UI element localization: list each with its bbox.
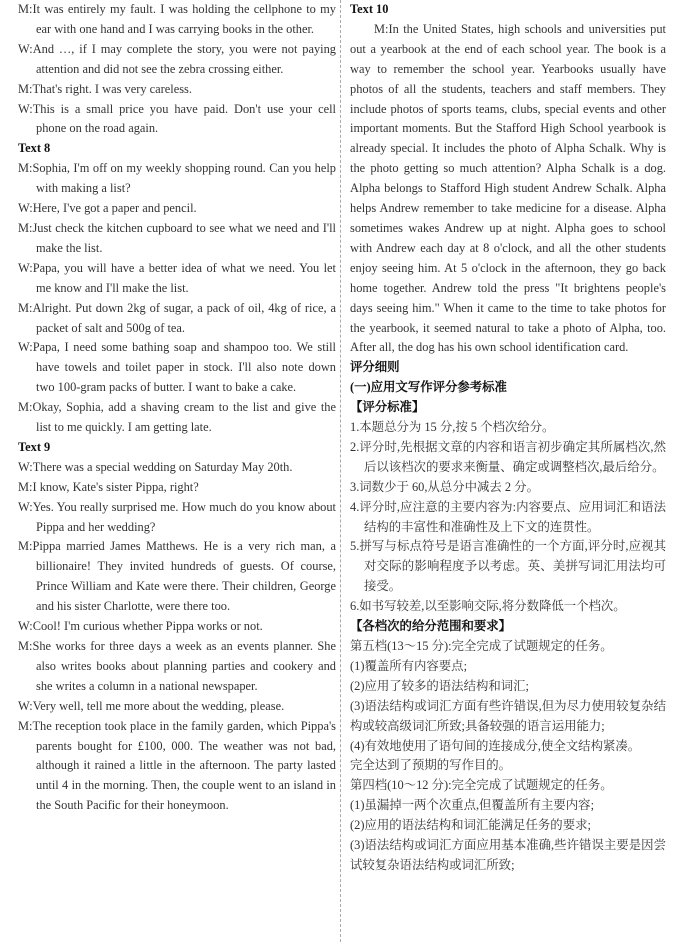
speaker-label: M:	[18, 539, 33, 554]
bands-list	[350, 637, 666, 876]
dialogue-line	[18, 259, 336, 299]
criteria-item: 6.如书写较差,以至影响交际,将分数降低一个档次。	[350, 599, 626, 614]
dialogue-text: Okay, Sophia, add a shaving cream to the list and give the list to me quickly. I am getting late.	[32, 400, 336, 435]
speaker-label: W:	[18, 619, 33, 634]
dialogue-text: I know, Kate's sister Pippa, right?	[32, 479, 199, 494]
criteria-item: 4.评分时,应注意的主要内容为:内容要点、应用词汇和语法结构的丰富性和准确性及上下文的连贯性。	[350, 499, 666, 534]
speaker-label: W:	[18, 101, 33, 116]
speaker-label: M:	[18, 161, 33, 176]
text10-paragraph	[350, 20, 666, 358]
criteria-list	[350, 418, 666, 617]
dialogue-text: She works for three days a week as an events planner. She also writes books about planning parties and cookery and she writes a column in a national newspaper.	[32, 639, 336, 693]
criteria-item: 3.词数少于 60,从总分中减去 2 分。	[350, 479, 539, 494]
band-item: (3)语法结构或词汇方面有些许错误,但为尽力使用较复杂结构或较高级词汇所致;具备较强的语言运用能力;	[350, 698, 666, 733]
dialogue-line	[18, 40, 336, 80]
dialogue-line	[18, 219, 336, 259]
section-heading: Text 8	[18, 141, 51, 156]
speaker-label: W:	[18, 499, 33, 514]
dialogue-text: Sophia, I'm off on my weekly shopping round. Can you help with making a list?	[32, 161, 336, 196]
dialogue-text: This is a small price you have paid. Don't use your cell phone on the road again.	[32, 101, 336, 136]
dialogue-text: Yes. You really surprised me. How much do you know about Pippa and her wedding?	[32, 499, 336, 534]
dialogue-text: There was a special wedding on Saturday May 20th.	[32, 459, 293, 474]
band-item: (1)覆盖所有内容要点;	[350, 658, 468, 673]
speaker-label: W:	[18, 340, 33, 355]
dialogue-line	[18, 478, 336, 498]
dialogue-text: It was entirely my fault. I was holding the cellphone to my ear with one hand and I was carrying books in the other.	[32, 2, 336, 36]
speaker-label: M:	[18, 639, 33, 653]
band-item: (1)虽漏掉一两个次重点,但覆盖所有主要内容;	[350, 798, 595, 813]
speaker-label: M:	[18, 400, 33, 415]
dialogue-line	[18, 458, 336, 478]
band-item: (4)有效地使用了语句间的连接成分,使全文结构紧凑。	[350, 738, 641, 753]
bands-title: 【各档次的给分范围和要求】	[350, 619, 512, 634]
speaker-label: M:	[18, 479, 33, 494]
dialogue-text: Pippa married James Matthews. He is a very rich man, a billionaire! They invited hundreds of guests. Of course, Prince William and Kate were there. Their children, George and his sister Charlotte, were there too.	[32, 539, 336, 614]
dialogue-text: Papa, you will have a better idea of what we need. You let me know and I'll make the list.	[32, 260, 336, 295]
speaker-label: W:	[18, 41, 33, 56]
band-item: 第四档(10～12 分):完全完成了试题规定的任务。	[350, 778, 613, 793]
dialogue-line	[18, 159, 336, 199]
dialogue-line	[18, 0, 336, 40]
dialogue-line	[18, 717, 336, 817]
speaker-label: M:	[374, 21, 389, 36]
dialogue-text: Papa, I need some bathing soap and shampoo too. We still have towels and toilet paper in stock. I'll also note down two 100-gram packs of butter. I want to bake a cake.	[32, 340, 336, 395]
criteria-title: 【评分标准】	[350, 400, 425, 415]
column-divider	[340, 0, 341, 942]
speaker-label: M:	[18, 718, 33, 733]
right-column	[350, 0, 666, 876]
dialogue-text: Alright. Put down 2kg of sugar, a pack of oil, 4kg of rice, a packet of salt and 500g of tea.	[32, 300, 336, 335]
dialogue-line	[18, 80, 336, 100]
criteria-item: 2.评分时,先根据文章的内容和语言初步确定其所属档次,然后以该档次的要求来衡量、确定或调整档次,最后给分。	[350, 439, 666, 474]
speaker-label: W:	[18, 698, 33, 713]
speaker-label: M:	[18, 220, 33, 235]
dialogue-text: The reception took place in the family garden, which Pippa's parents bought for £100, 000. The weather was not bad, although it rained a little in the afternoon. The party lasted until 4 in the morning. Then, the couple went to an island in the South Pacific for their honeymoon.	[32, 718, 336, 813]
dialogue-line	[18, 637, 336, 697]
dialogue-text: That's right. I was very careless.	[32, 81, 192, 96]
speaker-label: M:	[18, 2, 33, 16]
text10-body: In the United States, high schools and universities put out a yearbook at the end of each school year. The book is a way to remember the school year. Yearbooks usually have photos of all the students, teachers and staff members. They include photos of sports teams, clubs, special events and other important moments. But the Stafford High School yearbook is already special. It includes the photo of Alpha Schalk. Why is the photo getting so much attention? Alpha Schalk is a dog. Alpha belongs to Stafford High student Andrew Schalk. Alpha helps Andrew remember to take medicine for a disease. Alpha sometimes wakes Andrew up at night. Alpha goes to school with Andrew each day at 8 o'clock, and all the other students enjoy seeing him. At 5 o'clock in the afternoon, they go back home together. Andrew told the press "It brightens people's days seeing him." When it came to the time to take photos for the yearbook, it seemed natural to take a photo of Alpha, too. After all, the dog has his own school identification card.	[350, 21, 666, 355]
band-item: 第五档(13～15 分):完全完成了试题规定的任务。	[350, 639, 613, 653]
dialogue-line	[18, 697, 336, 717]
speaker-label: W:	[18, 459, 33, 474]
band-item: 完全达到了预期的写作目的。	[350, 758, 512, 773]
dialogue-text: Here, I've got a paper and pencil.	[32, 201, 197, 216]
dialogue-text: Cool! I'm curious whether Pippa works or not.	[32, 619, 263, 634]
left-column	[18, 0, 336, 816]
dialogue-line	[18, 398, 336, 438]
dialogue-text: Very well, tell me more about the wedding, please.	[32, 698, 285, 713]
band-item: (2)应用的语法结构和词汇能满足任务的要求;	[350, 818, 591, 833]
band-item: (3)语法结构或词汇方面应用基本准确,些许错误主要是因尝试较复杂语法结构或词汇所致;	[350, 838, 666, 872]
dialogue-line	[18, 100, 336, 140]
dialogue-line	[18, 299, 336, 339]
text10-heading: Text 10	[350, 2, 389, 16]
dialogue-text: And …, if I may complete the story, you were not paying attention and did not see the zebra crossing either.	[32, 41, 336, 76]
dialogue-line	[18, 617, 336, 637]
section-heading: Text 9	[18, 439, 51, 454]
band-item: (2)应用了较多的语法结构和词汇;	[350, 678, 529, 693]
criteria-item: 1.本题总分为 15 分,按 5 个档次给分。	[350, 420, 555, 435]
dialogue-line	[18, 338, 336, 398]
criteria-item: 5.拼写与标点符号是语言准确性的一个方面,评分时,应视其对交际的影响程度予以考虑。英、美拼写词汇用法均可接受。	[350, 539, 666, 594]
scoring-title: 评分细则	[350, 360, 400, 375]
speaker-label: W:	[18, 260, 33, 275]
dialogue-line	[18, 199, 336, 219]
dialogue-line	[18, 498, 336, 538]
dialogue-text: Just check the kitchen cupboard to see what we need and I'll make the list.	[32, 220, 336, 255]
speaker-label: M:	[18, 81, 33, 96]
dialogue-line	[18, 537, 336, 617]
section1-title: (一)应用文写作评分参考标准	[350, 380, 507, 395]
speaker-label: W:	[18, 201, 33, 216]
speaker-label: M:	[18, 300, 33, 315]
